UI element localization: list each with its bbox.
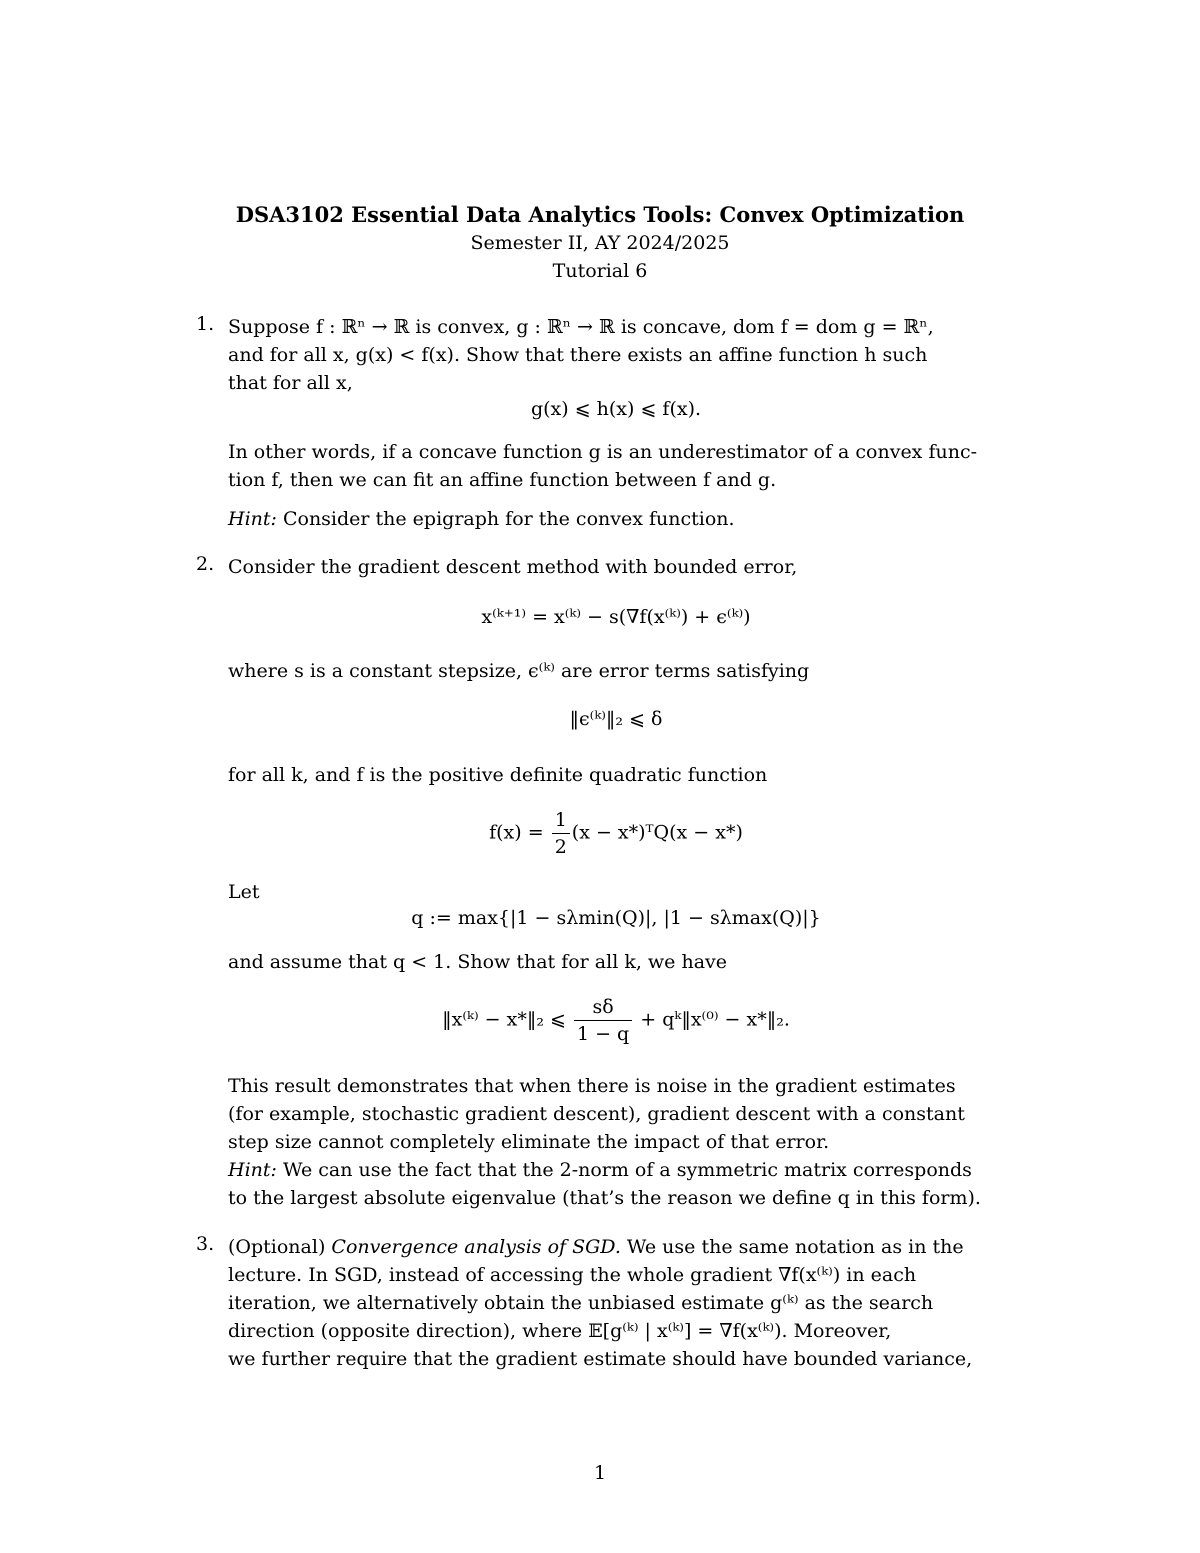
q1-sandwich-equation: g(x) ⩽ h(x) ⩽ f(x). — [530, 398, 702, 420]
result-lhs: ‖x⁽ᵏ⁾ − x*‖₂ ⩽ — [442, 1008, 566, 1031]
q1-para2-line-1: In other words, if a concave function g is an underestimator of a convex func- — [228, 441, 978, 463]
q1-line-3: that for all x, — [228, 372, 353, 394]
result-fraction — [574, 995, 632, 1046]
hint-text: Consider the epigraph for the convex function. — [276, 508, 735, 530]
question-3-number: 3. — [196, 1233, 215, 1255]
quad-lhs: f(x) = — [489, 821, 544, 844]
q2-intro: Consider the gradient descent method with bounded error, — [228, 556, 798, 578]
tutorial-line: Tutorial 6 — [552, 260, 648, 282]
q3-line-5: we further require that the gradient estimate should have bounded variance, — [228, 1348, 973, 1370]
result-rhs: + qᵏ‖x⁽⁰⁾ − x*‖₂. — [640, 1008, 790, 1031]
q2-para-line-3: step size cannot completely eliminate the impact of that error. — [228, 1131, 830, 1153]
q2-result-equation — [228, 995, 1004, 1046]
q2-para-line-1: This result demonstrates that when there is noise in the gradient estimates — [228, 1075, 956, 1097]
q1-line-1: Suppose f : ℝⁿ → ℝ is convex, g : ℝⁿ → ℝ is concave, dom f = dom g = ℝⁿ, — [228, 316, 934, 338]
question-2-number: 2. — [196, 553, 215, 575]
q2-assume-text: and assume that q < 1. Show that for all k, we have — [228, 951, 728, 973]
q3-optional: (Optional) — [228, 1236, 326, 1258]
document-title: DSA3102 Essential Data Analytics Tools: Convex Optimization — [235, 202, 965, 227]
hint-label: Hint: — [228, 1159, 277, 1181]
q2-quadratic-intro: for all k, and f is the positive definite quadratic function — [228, 764, 768, 786]
q2-para-line-2: (for example, stochastic gradient descent), gradient descent with a constant — [228, 1103, 965, 1125]
quad-frac-den: 2 — [554, 836, 567, 858]
q2-hint-line-2: to the largest absolute eigenvalue (that’s the reason we define q in this form). — [228, 1187, 981, 1209]
q2-discussion — [228, 1072, 1004, 1212]
q2-q-definition: q := max{|1 − sλmin(Q)|, |1 − sλmax(Q)|} — [411, 907, 821, 929]
q2-update-equation: x⁽ᵏ⁺¹⁾ = x⁽ᵏ⁾ − s(∇f(x⁽ᵏ⁾) + ϵ⁽ᵏ⁾) — [481, 606, 751, 628]
question-1-explanation — [228, 438, 1004, 494]
q3-line-3: iteration, we alternatively obtain the unbiased estimate g⁽ᵏ⁾ as the search — [228, 1292, 934, 1314]
quad-fraction — [552, 808, 570, 859]
q3-line-1 — [228, 1233, 1004, 1261]
q2-error-bound-equation: ‖ϵ⁽ᵏ⁾‖₂ ⩽ δ — [569, 708, 663, 730]
hint-label: Hint: — [228, 508, 277, 530]
question-1-hint — [228, 505, 1004, 533]
question-3-statement — [228, 1233, 1004, 1373]
q3-line-1-rest: We use the same notation as in the — [620, 1236, 964, 1258]
quad-frac-num: 1 — [552, 808, 570, 834]
q3-topic: Convergence analysis of SGD. — [331, 1236, 621, 1258]
quad-rhs: (x − x*)ᵀQ(x − x*) — [571, 821, 743, 844]
page-number: 1 — [593, 1462, 607, 1484]
hint-text: We can use the fact that the 2-norm of a symmetric matrix corresponds — [276, 1159, 972, 1181]
q3-line-2: lecture. In SGD, instead of accessing the whole gradient ∇f(x⁽ᵏ⁾) in each — [228, 1264, 917, 1286]
q2-where-text: where s is a constant stepsize, ϵ⁽ᵏ⁾ are error terms satisfying — [228, 660, 810, 682]
q2-hint-line-1 — [228, 1156, 1004, 1184]
result-frac-den: 1 − q — [576, 1023, 630, 1045]
q1-line-2: and for all x, g(x) < f(x). Show that there exists an affine function h such — [228, 344, 928, 366]
question-1-statement — [228, 313, 1004, 397]
q1-para2-line-2: tion f, then we can fit an affine function between f and g. — [228, 469, 777, 491]
semester-line: Semester II, AY 2024/2025 — [470, 232, 730, 254]
question-1-number: 1. — [196, 313, 215, 335]
q2-quadratic-equation — [228, 808, 1004, 859]
q3-line-4: direction (opposite direction), where 𝔼[g⁽ᵏ⁾ | x⁽ᵏ⁾] = ∇f(x⁽ᵏ⁾). Moreover, — [228, 1320, 892, 1342]
q2-let-text: Let — [228, 881, 260, 903]
result-frac-num: sδ — [574, 995, 632, 1021]
